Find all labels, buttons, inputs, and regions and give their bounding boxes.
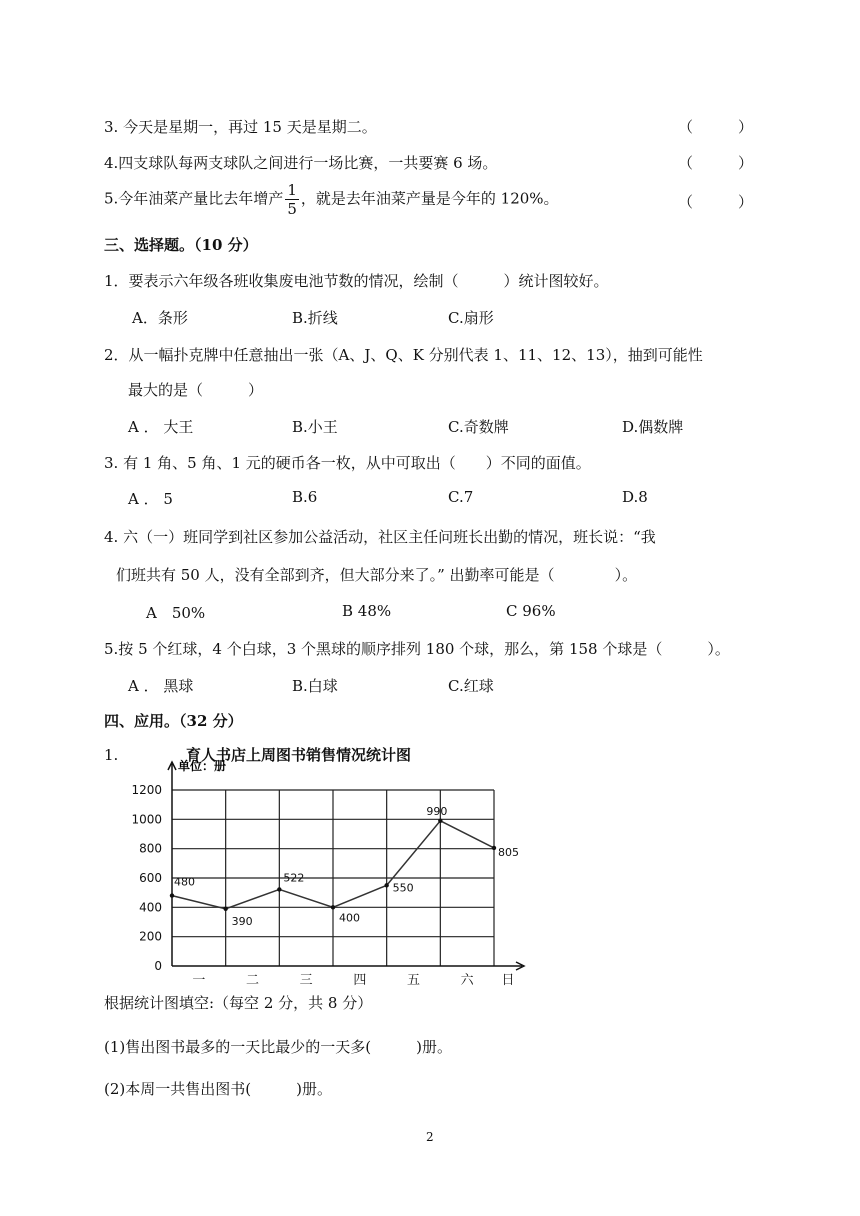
judge-q4: 4.四支球队每两支球队之间进行一场比赛，一共要赛 6 场。 bbox=[104, 154, 498, 172]
choice-q2-option-a[interactable]: A ． 大王 bbox=[128, 418, 194, 436]
data-point bbox=[223, 907, 227, 911]
y-tick-label: 400 bbox=[139, 900, 162, 915]
line-chart bbox=[120, 758, 560, 990]
chart-series bbox=[170, 805, 519, 928]
application-q1-number: 1. bbox=[104, 746, 119, 764]
choice-q5-option-a[interactable]: A ． 黑球 bbox=[128, 677, 194, 695]
choice-q5: 5.按 5 个红球，4 个白球，3 个黑球的顺序排列 180 个球，那么，第 158 个球是（ ）。 bbox=[104, 640, 730, 658]
y-tick-label: 1200 bbox=[131, 783, 162, 797]
data-label: 550 bbox=[392, 881, 414, 895]
fraction-denominator: 5 bbox=[287, 200, 297, 218]
choice-q5-option-b[interactable]: B.白球 bbox=[292, 677, 338, 695]
judge-q5-answer-paren[interactable]: （ ） bbox=[678, 193, 754, 211]
judge-q3: 3. 今天是星期一，再过 15 天是星期二。 bbox=[104, 118, 377, 136]
x-category-label: 六 bbox=[460, 973, 474, 988]
data-label: 990 bbox=[426, 804, 448, 818]
judge-q5-text-before: 5.今年油菜产量比去年增产 bbox=[104, 189, 284, 208]
x-category-label: 二 bbox=[245, 973, 260, 988]
chart-x-categories bbox=[192, 973, 514, 988]
fraction-one-fifth bbox=[285, 181, 299, 218]
y-tick-label: 800 bbox=[139, 841, 162, 856]
choice-q4-option-a[interactable]: A 50% bbox=[146, 604, 206, 622]
data-point bbox=[170, 893, 174, 897]
data-point bbox=[331, 905, 335, 909]
x-category-label: 四 bbox=[353, 973, 367, 988]
choice-q1-option-b[interactable]: B.折线 bbox=[292, 309, 338, 327]
chart-axes bbox=[168, 762, 524, 970]
judge-q5 bbox=[104, 181, 559, 218]
chart-y-ticks bbox=[131, 783, 162, 973]
section4-title: 四、应用。（32 分） bbox=[104, 712, 243, 730]
data-point bbox=[277, 887, 281, 891]
data-label: 522 bbox=[283, 871, 305, 885]
choice-q2-option-c[interactable]: C.奇数牌 bbox=[448, 418, 509, 436]
x-category-label: 日 bbox=[501, 973, 515, 988]
choice-q3-option-b[interactable]: B.6 bbox=[292, 488, 318, 506]
chart-y-unit-label: 单位：册 bbox=[178, 759, 227, 773]
x-category-label: 五 bbox=[406, 973, 421, 988]
data-point bbox=[438, 819, 442, 823]
choice-q1: 1．要表示六年级各班收集废电池节数的情况，绘制（ ）统计图较好。 bbox=[104, 272, 609, 290]
chart-title: 育人书店上周图书销售情况统计图 bbox=[186, 746, 412, 764]
choice-q2-line1: 2．从一幅扑克牌中任意抽出一张（A、J、Q、K 分别代表 1、11、12、13），抽到可能性 bbox=[104, 346, 703, 364]
judge-q5-text-after: ，就是去年油菜产量是今年的 120%。 bbox=[300, 189, 559, 208]
choice-q3: 3. 有 1 角、5 角、1 元的硬币各一枚，从中可取出（ ）不同的面值。 bbox=[104, 454, 591, 472]
fill-sub2: (2)本周一共售出图书( )册。 bbox=[104, 1080, 332, 1098]
choice-q4-option-b[interactable]: B 48% bbox=[342, 602, 392, 620]
y-tick-label: 600 bbox=[139, 871, 162, 885]
choice-q5-option-c[interactable]: C.红球 bbox=[448, 677, 494, 695]
y-tick-label: 0 bbox=[154, 959, 162, 973]
y-tick-label: 200 bbox=[139, 929, 162, 944]
x-category-label: 三 bbox=[299, 973, 313, 988]
judge-q3-answer-paren[interactable]: （ ） bbox=[678, 118, 754, 136]
choice-q3-option-d[interactable]: D.8 bbox=[622, 488, 648, 506]
data-label: 390 bbox=[231, 914, 253, 928]
data-label: 400 bbox=[339, 911, 360, 925]
fraction-numerator: 1 bbox=[287, 181, 297, 199]
choice-q4-line1: 4. 六（一）班同学到社区参加公益活动，社区主任问班长出勤的情况，班长说：“我 bbox=[104, 528, 656, 546]
fill-sub1: (1)售出图书最多的一天比最少的一天多( )册。 bbox=[104, 1038, 452, 1056]
page-number: 2 bbox=[426, 1130, 434, 1144]
fill-intro: 根据统计图填空:（每空 2 分，共 8 分） bbox=[104, 994, 373, 1012]
choice-q1-option-c[interactable]: C.扇形 bbox=[448, 309, 494, 327]
choice-q2-option-b[interactable]: B.小王 bbox=[292, 418, 338, 436]
choice-q4-option-c[interactable]: C 96% bbox=[506, 602, 556, 620]
data-label: 480 bbox=[174, 875, 195, 889]
judge-q4-answer-paren[interactable]: （ ） bbox=[678, 154, 754, 172]
y-tick-label: 1000 bbox=[131, 812, 162, 827]
choice-q3-option-a[interactable]: A ． 5 bbox=[128, 490, 173, 508]
choice-q1-option-a[interactable]: A．条形 bbox=[132, 309, 188, 327]
choice-q4-line2: 们班共有 50 人，没有全部到齐，但大部分来了。” 出勤率可能是（ ）。 bbox=[116, 566, 638, 584]
data-point bbox=[384, 883, 388, 887]
data-point bbox=[492, 846, 496, 850]
choice-q2-option-d[interactable]: D.偶数牌 bbox=[622, 418, 684, 436]
section3-title: 三、选择题。（10 分） bbox=[104, 236, 258, 254]
choice-q2-line2: 最大的是（ ） bbox=[128, 381, 264, 399]
x-category-label: 一 bbox=[192, 973, 206, 988]
choice-q3-option-c[interactable]: C.7 bbox=[448, 488, 474, 506]
data-label: 805 bbox=[498, 845, 519, 859]
